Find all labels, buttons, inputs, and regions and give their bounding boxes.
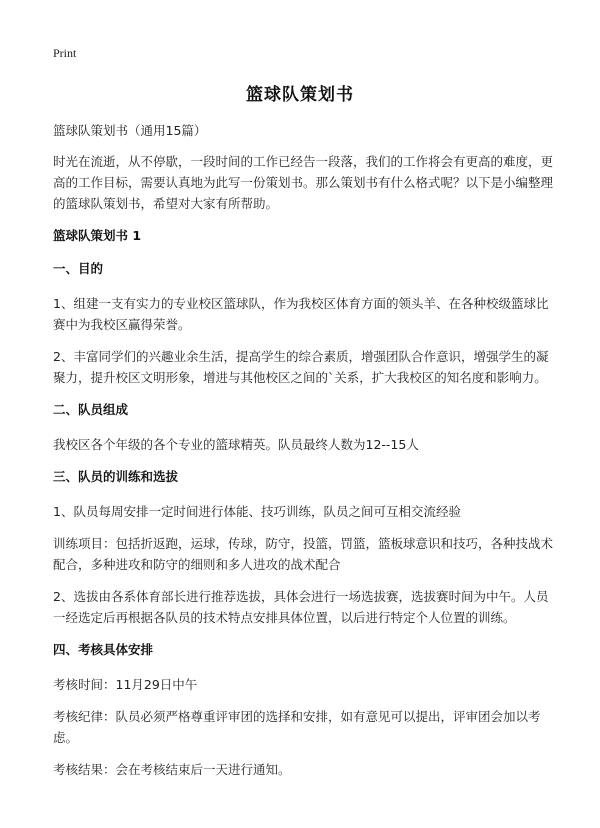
exam-rules-paragraph: 考核纪律：队员必须严格尊重评审团的选择和安排，如有意见可以提出，评审团会加以考虑。: [53, 709, 541, 745]
exam-result-paragraph: 考核结果：会在考核结束后一天进行通知。: [53, 762, 291, 777]
purpose-paragraph-2: 2、丰富同学们的兴趣业余生活，提高学生的综合素质，增强团队合作意识，增强学生的凝聚力，提升校区文明形象，增进与其他校区之间的`关系，扩大我校区的知名度和影响力。: [53, 349, 549, 385]
page-title: 篮球队策划书: [246, 85, 354, 105]
heading-members: 二、队员组成: [53, 402, 129, 417]
intro-paragraph: 时光在流逝，从不停歇，一段时间的工作已经告一段落，我们的工作将会有更高的难度，更高的工作目标，需要认真地为此写一份策划书。那么策划书有什么格式呢？以下是小编整理的篮球队策划书，希望对大家有所帮助。: [53, 154, 554, 211]
training-paragraph-1: 1、队员每周安排一定时间进行体能、技巧训练，队员之间可互相交流经验: [53, 504, 461, 519]
training-paragraph-2: 2、选拔由各系体育部长进行推荐选拔，具体会进行一场选拔赛，选拔赛时间为中午。人员一经选定后再根据各队员的技术特点安排具体位置，以后进行特定个人位置的训练。: [53, 589, 549, 625]
exam-time-paragraph: 考核时间：11月29日中午: [53, 677, 198, 692]
purpose-paragraph-1: 1、组建一支有实力的专业校区篮球队，作为我校区体育方面的领头羊、在各种校级篮球比赛中为我校区赢得荣誉。: [53, 296, 549, 332]
document-body: [53, 120, 553, 791]
heading-purpose: 一、目的: [53, 261, 104, 276]
print-link[interactable]: Print: [53, 46, 77, 60]
document-subtitle: 篮球队策划书（通用15篇）: [53, 123, 207, 138]
heading-exam: 四、考核具体安排: [53, 642, 154, 657]
section-title: 篮球队策划书 1: [53, 228, 142, 243]
training-items-paragraph: 训练项目：包括折返跑，运球，传球，防守，投篮，罚篮，篮板球意识和技巧，各种技战术配合，多种进攻和防守的细则和多人进攻的战术配合: [53, 536, 554, 572]
heading-training: 三、队员的训练和选拔: [53, 469, 179, 484]
members-paragraph: 我校区各个年级的各个专业的篮球精英。队员最终人数为12--15人: [53, 437, 419, 452]
